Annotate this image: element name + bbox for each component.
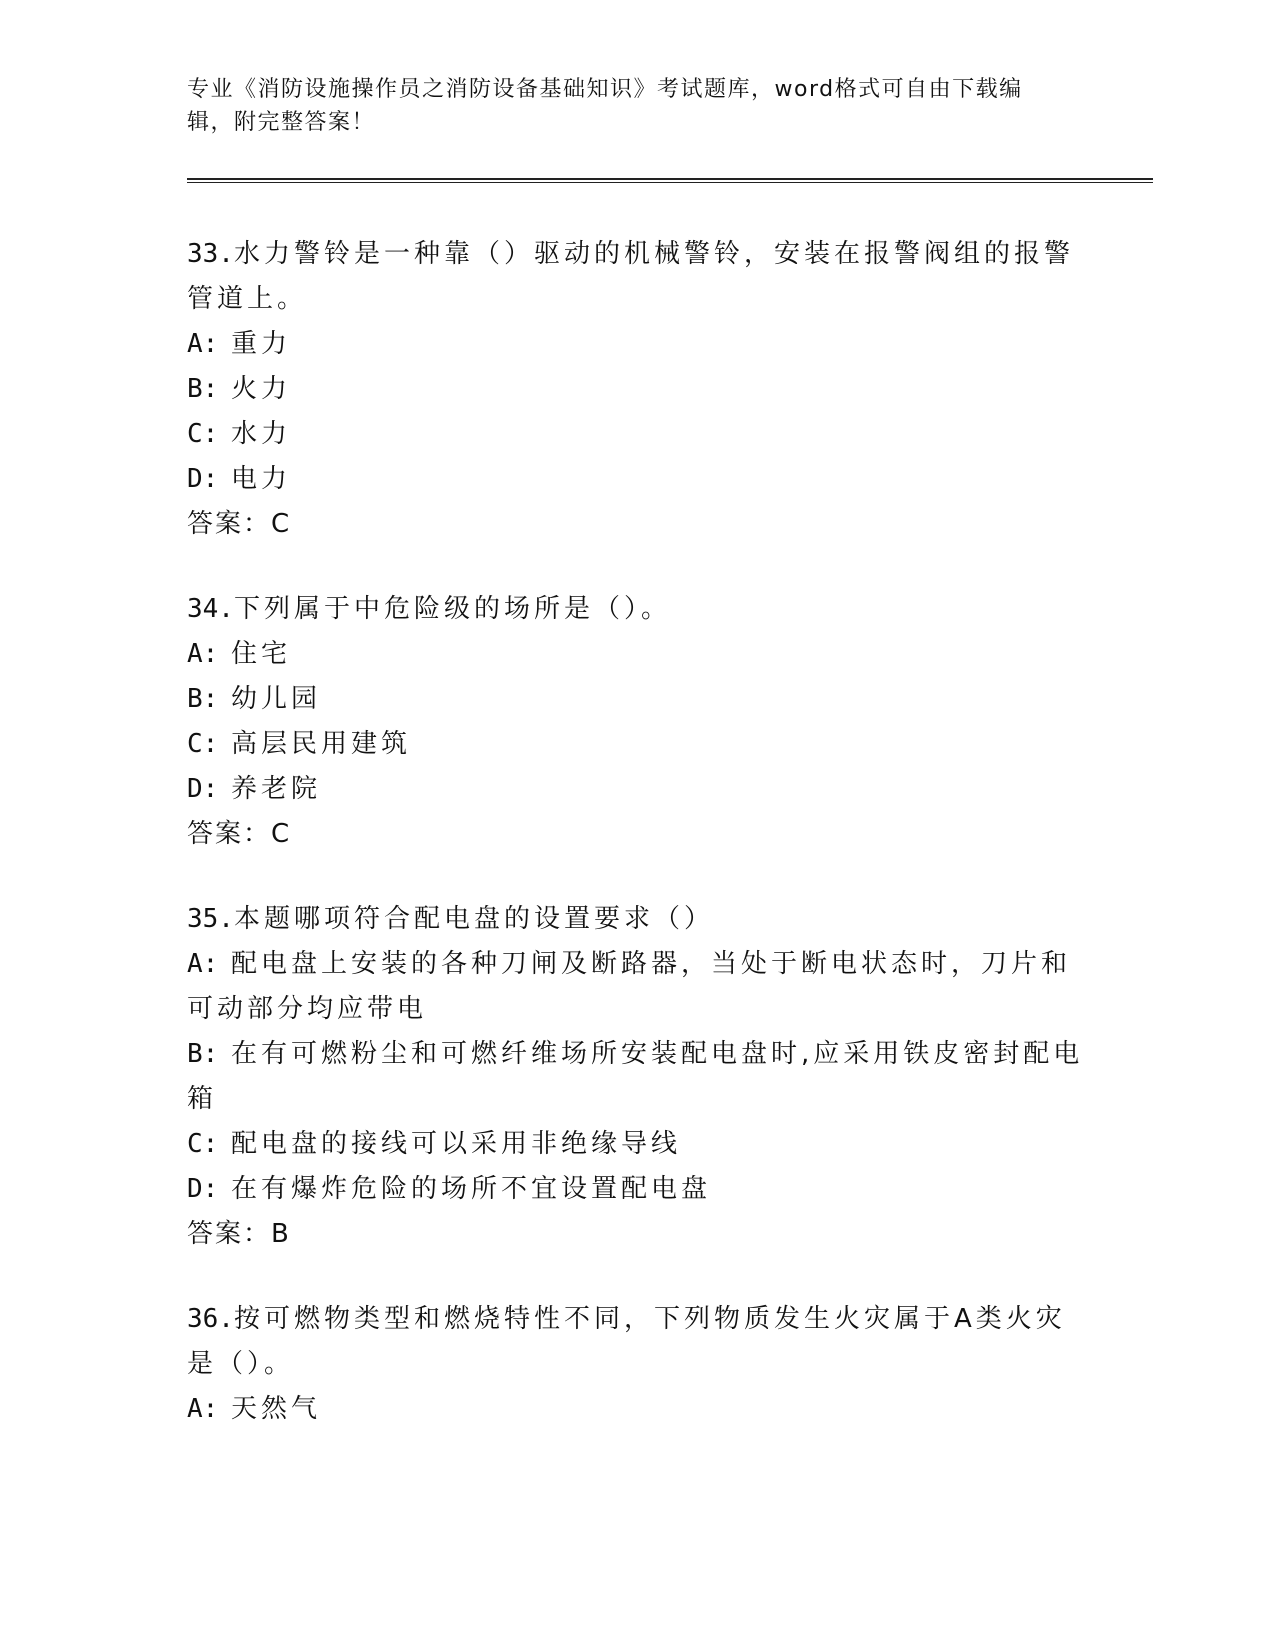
option-letter: B: bbox=[187, 374, 219, 404]
question-text: 按可燃物类型和燃烧特性不同，下列物质发生火灾属于A类火灾是（）。 bbox=[187, 1304, 1066, 1379]
option-text: 天然气 bbox=[231, 1394, 322, 1424]
option-d bbox=[187, 1167, 1087, 1212]
option-text: 配电盘上安装的各种刀闸及断路器，当处于断电状态时，刀片和可动部分均应带电 bbox=[187, 949, 1072, 1024]
option-letter: B: bbox=[187, 684, 219, 714]
option-a bbox=[187, 322, 1087, 367]
option-letter: A: bbox=[187, 1394, 219, 1424]
option-letter: D: bbox=[187, 1174, 219, 1204]
option-text: 幼儿园 bbox=[231, 684, 322, 714]
question-stem bbox=[187, 232, 1087, 322]
question-number: 35. bbox=[187, 904, 234, 934]
question-text: 本题哪项符合配电盘的设置要求（） bbox=[233, 904, 714, 934]
option-text: 重力 bbox=[231, 329, 292, 359]
option-text: 在有可燃粉尘和可燃纤维场所安装配电盘时,应采用铁皮密封配电箱 bbox=[187, 1039, 1084, 1114]
question-33 bbox=[187, 232, 1087, 547]
option-text: 在有爆炸危险的场所不宜设置配电盘 bbox=[231, 1174, 712, 1204]
option-text: 住宅 bbox=[231, 639, 292, 669]
option-text: 配电盘的接线可以采用非绝缘导线 bbox=[231, 1129, 682, 1159]
answer-line: 答案：C bbox=[187, 819, 292, 849]
option-letter: A: bbox=[187, 949, 219, 979]
question-stem bbox=[187, 1297, 1087, 1387]
option-c bbox=[187, 412, 1087, 457]
option-text: 高层民用建筑 bbox=[231, 729, 412, 759]
answer-line: 答案：B bbox=[187, 1219, 291, 1249]
question-36 bbox=[187, 1297, 1087, 1432]
question-35 bbox=[187, 897, 1087, 1257]
option-text: 水力 bbox=[231, 419, 292, 449]
option-letter: C: bbox=[187, 729, 219, 759]
question-stem bbox=[187, 897, 1087, 942]
option-letter: A: bbox=[187, 639, 219, 669]
option-b bbox=[187, 677, 1087, 722]
option-a bbox=[187, 632, 1087, 677]
question-number: 34. bbox=[187, 594, 234, 624]
answer-line: 答案：C bbox=[187, 509, 292, 539]
question-34 bbox=[187, 587, 1087, 857]
option-text: 火力 bbox=[231, 374, 292, 404]
option-text: 养老院 bbox=[231, 774, 322, 804]
option-letter: B: bbox=[187, 1039, 219, 1069]
option-letter: C: bbox=[187, 419, 219, 449]
question-list bbox=[187, 232, 1087, 1472]
option-letter: D: bbox=[187, 774, 219, 804]
option-text: 电力 bbox=[231, 464, 292, 494]
option-c bbox=[187, 722, 1087, 767]
question-number: 33. bbox=[187, 239, 234, 269]
header-divider bbox=[187, 178, 1153, 183]
option-b bbox=[187, 1032, 1087, 1122]
question-number: 36. bbox=[187, 1304, 234, 1334]
option-letter: D: bbox=[187, 464, 219, 494]
question-text: 水力警铃是一种靠（）驱动的机械警铃，安装在报警阀组的报警管道上。 bbox=[187, 239, 1074, 314]
option-letter: C: bbox=[187, 1129, 219, 1159]
document-header: 专业《消防设施操作员之消防设备基础知识》考试题库，word格式可自由下载编辑，附完整答案！ bbox=[187, 77, 1023, 135]
question-text: 下列属于中危险级的场所是（）。 bbox=[233, 594, 671, 624]
option-d bbox=[187, 457, 1087, 502]
question-stem bbox=[187, 587, 1087, 632]
option-d bbox=[187, 767, 1087, 812]
option-b bbox=[187, 367, 1087, 412]
option-a bbox=[187, 942, 1087, 1032]
option-a bbox=[187, 1387, 1087, 1432]
option-c bbox=[187, 1122, 1087, 1167]
option-letter: A: bbox=[187, 329, 219, 359]
